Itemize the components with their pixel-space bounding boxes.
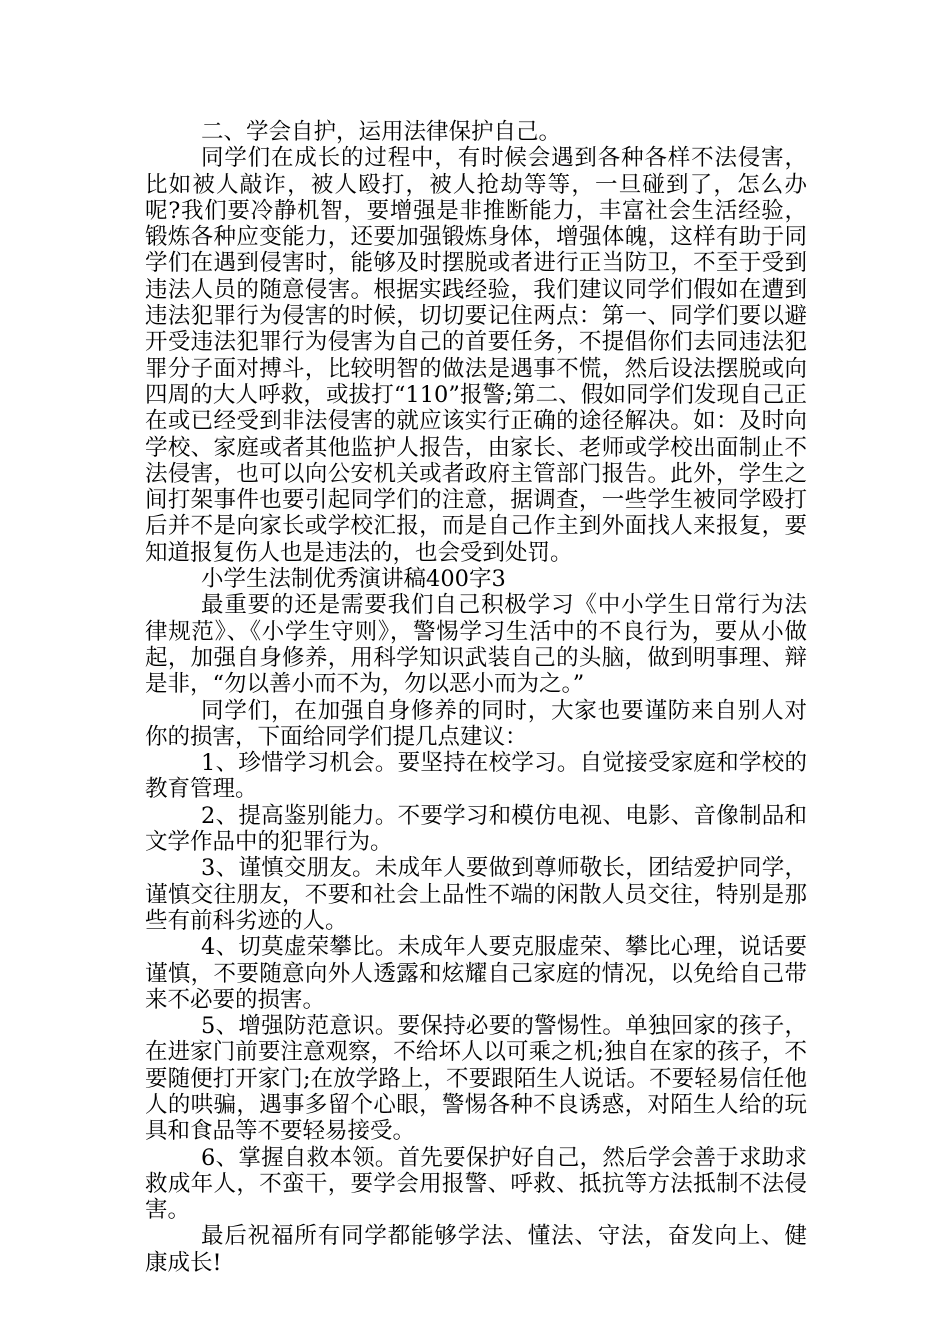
paragraph: 同学们在成长的过程中，有时候会遇到各种各样不法侵害，比如被人敲诈，被人殴打，被人抢劫等等，一旦碰到了，怎么办呢?我们要冷静机智，要增强是非推断能力，丰富社会生活经验，锻炼各种应变能力，还要加强锻炼身体，增强体魄，这样有助于同学们在遇到侵害时，能够及时摆脱或者进行正当防卫，不至于受到违法人员的随意侵害。根据实践经验，我们建议同学们假如在遭到违法犯罪行为侵害的时候，切切要记住两点：第一、同学们要以避开受违法犯罪行为侵害为自己的首要任务，不提倡你们去同违法犯罪分子面对搏斗，比较明智的做法是遇事不慌，然后设法摆脱或向四周的大人呼救，或拔打“110”报警;第二、假如同学们发现自己正在或已经受到非法侵害的就应该实行正确的途径解决。如：及时向学校、家庭或者其他监护人报告，由家长、老师或学校出面制止不法侵害，也可以向公安机关或者政府主管部门报告。此外，学生之间打架事件也要引起同学们的注意，据调查，一些学生被同学殴打后并不是向家长或学校汇报，而是自己作主到外面找人来报复，要知道报复伤人也是违法的，也会受到处罚。 (145, 145, 807, 566)
list-item: 4、切莫虚荣攀比。未成年人要克服虚荣、攀比心理，说话要谨慎，不要随意向外人透露和炫耀自己家庭的情况，以免给自己带来不必要的损害。 (145, 934, 807, 1013)
paragraph: 最重要的还是需要我们自己积极学习《中小学生日常行为法律规范》、《小学生守则》，警惕学习生活中的不良行为，要从小做起，加强自身修养，用科学知识武装自己的头脑，做到明事理、辩是非，“勿以善小而不为，勿以恶小而为之。” (145, 592, 807, 698)
list-item: 2、提高鉴别能力。不要学习和模仿电视、电影、音像制品和文学作品中的犯罪行为。 (145, 802, 807, 856)
document-body (145, 119, 807, 1276)
list-item: 3、谨慎交朋友。未成年人要做到尊师敬长，团结爱护同学，谨慎交往朋友，不要和社会上品性不端的闲散人员交往，特别是那些有前科劣迹的人。 (145, 855, 807, 934)
list-item: 1、珍惜学习机会。要坚持在校学习。自觉接受家庭和学校的教育管理。 (145, 750, 807, 803)
paragraph: 同学们，在加强自身修养的同时，大家也要谨防来自别人对你的损害，下面给同学们提几点建议： (145, 697, 807, 750)
speech-title: 小学生法制优秀演讲稿400字3 (201, 566, 506, 593)
closing-paragraph: 最后祝福所有同学都能够学法、懂法、守法，奋发向上、健康成长! (145, 1223, 807, 1276)
section-heading: 二、学会自护，运用法律保护自己。 (201, 119, 562, 145)
list-item: 5、增强防范意识。要保持必要的警惕性。单独回家的孩子，在进家门前要注意观察，不给坏人以可乘之机;独自在家的孩子，不要随便打开家门;在放学路上，不要跟陌生人说话。不要轻易信任他人的哄骗，遇事多留个心眼，警惕各种不良诱惑，对陌生人给的玩具和食品等不要轻易接受。 (145, 1013, 807, 1145)
list-item: 6、掌握自救本领。首先要保护好自己，然后学会善于求助求救成年人，不蛮干，要学会用报警、呼救、抵抗等方法抵制不法侵害。 (145, 1144, 807, 1224)
